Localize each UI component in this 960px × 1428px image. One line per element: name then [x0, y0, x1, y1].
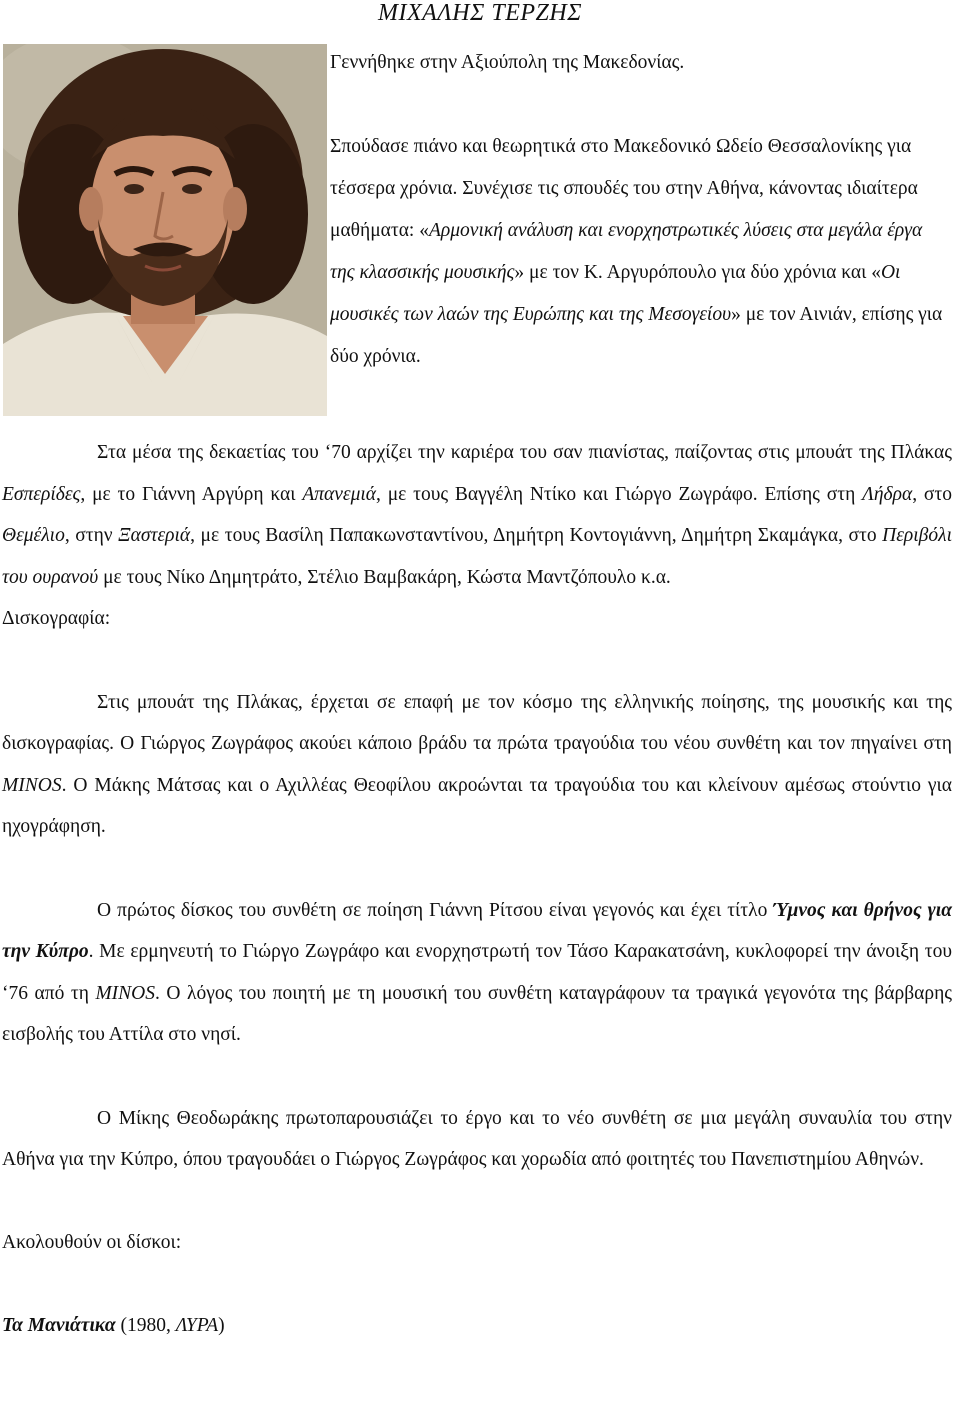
- discography-heading: Δισκογραφία:: [2, 608, 111, 630]
- birth-paragraph: Γεννήθηκε στην Αξιούπολη της Μακεδονίας.: [330, 52, 685, 73]
- discography-paragraph-1: Στις μπουάτ της Πλάκας, έρχεται σε επαφή με τον κόσμο της ελληνικής ποίησης, της μουσικής και της δισκογραφίας. Ο Γιώργος Ζωγράφος ακούει κάποιο βράδυ τα πρώτα τραγούδια του νέου συνθέτη και τον πηγαίνει στη MINOS. Ο Μάκης Μάτσας και ο Αχιλλέας Θεοφίλου ακροώνται τα τραγούδια του και κλείνουν αμέσως στούντιο για ηχογράφηση.: [2, 691, 952, 838]
- album-entry: Τα Μανιάτικα (1980, ΛΥΡΑ): [2, 1315, 225, 1337]
- album-label: ΛΥΡΑ: [175, 1315, 219, 1337]
- album-title: Τα Μανιάτικα: [2, 1315, 116, 1337]
- portrait-illustration: [3, 44, 327, 416]
- portrait-photo: [3, 44, 327, 416]
- studies-paragraph: Σπούδασε πιάνο και θεωρητικά στο Μακεδονικό Ωδείο Θεσσαλονίκης για τέσσερα χρόνια. Συνέχισε τις σπουδές του στην Αθήνα, κάνοντας ιδιαίτερα μαθήματα: «Αρμονική ανάλυση και ενορχηστρωτικές λύσεις στα μεγάλα έργα της κλασσικής μουσικής» με τον Κ. Αργυρόπουλο για δύο χρόνια και «Οι μουσικές των λαών της Ευρώπης και της Μεσογείου» με τον Αινιάν, επίσης για δύο χρόνια.: [330, 135, 943, 367]
- discography-paragraph-3: Ο Μίκης Θεοδωράκης πρωτοπαρουσιάζει το έργο και το νέο συνθέτη σε μια μεγάλη συναυλία του στην Αθήνα για την Κύπρο, όπου τραγουδάει ο Γιώργος Ζωγράφος και χορωδία από φοιτητές του Πανεπιστημίου Αθηνών.: [2, 1107, 952, 1171]
- article-body: [2, 432, 952, 1347]
- discography-paragraph-2: Ο πρώτος δίσκος του συνθέτη σε ποίηση Γιάννη Ρίτσου είναι γεγονός και έχει τίτλο Ύμνος και θρήνος για την Κύπρο. Με ερμηνευτή το Γιώργο Ζωγράφο και ενορχηστρωτή τον Τάσο Καρακατσάνη, κυκλοφορεί την άνοιξη του ‘76 από τη MINOS. Ο λόγος του ποιητή με τη μουσική του συνθέτη καταγράφουν τα τραγικά γεγονότα της βάρβαρης εισβολής του Αττίλα στο νησί.: [2, 899, 953, 1046]
- page-title: ΜΙΧΑΛΗΣ ΤΕΡΖΗΣ: [377, 0, 582, 26]
- followed-label: Ακολουθούν οι δίσκοι:: [2, 1232, 182, 1254]
- career-paragraph: Στα μέσα της δεκαετίας του ‘70 αρχίζει την καριέρα του σαν πιανίστας, παίζοντας στις μπουάτ της Πλάκας Εσπερίδες, με το Γιάννη Αργύρη και Απανεμιά, με τους Βαγγέλη Ντίκο και Γιώργο Ζωγράφο. Επίσης στη Λήδρα, στο Θεμέλιο, στην Ξαστεριά, με τους Βασίλη Παπακωνσταντίνου, Δημήτρη Κοντογιάννη, Δημήτρη Σκαμάγκα, στο Περιβόλι του ουρανού με τους Νίκο Δημητράτο, Στέλιο Βαμβακάρη, Κώστα Μαντζόπουλο κ.α.: [2, 442, 952, 588]
- intro-text: [330, 42, 950, 378]
